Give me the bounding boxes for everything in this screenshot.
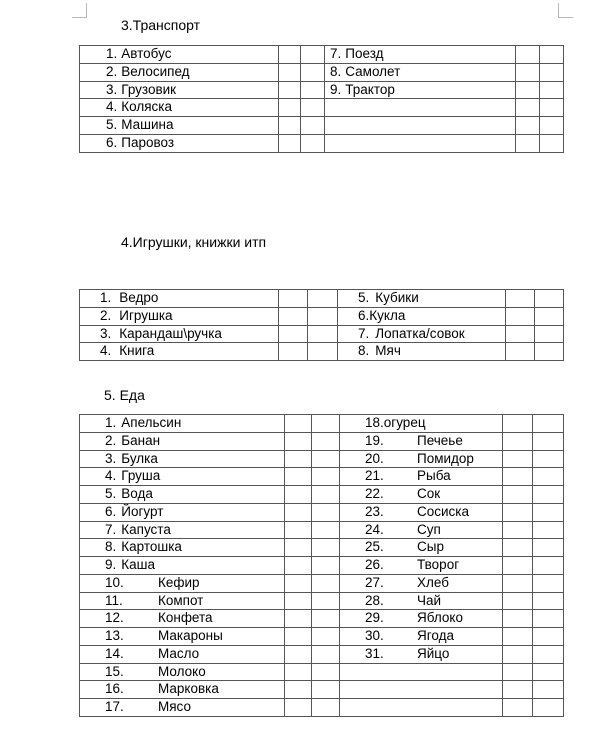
food-mark-cell [312,539,340,557]
food-item-left-11 [80,592,285,610]
food-item-left-17 [80,699,285,717]
item-number: 8. [358,343,370,359]
toys-mark-cell [279,325,308,343]
food-mark-cell [533,610,564,628]
food-mark-cell [533,415,564,433]
item-number: 4. [100,343,112,359]
transport-item-right-2 [325,63,516,81]
food-mark-cell [503,628,533,646]
item-label: Масло [158,645,200,661]
item-label: Игрушка [119,307,173,323]
food-item-left-14 [80,645,285,663]
item-label: Капуста [121,521,171,537]
food-table-row [80,503,564,521]
food-mark-cell [285,539,312,557]
transport-mark-cell [516,81,540,99]
item-number: 29. [365,610,384,626]
food-table-row [80,468,564,486]
transport-mark-cell [301,99,325,117]
transport-mark-cell [516,46,540,64]
toys-mark-cell [308,307,338,325]
food-mark-cell [533,486,564,504]
toys-item-left-2 [80,307,279,325]
food-mark-cell [533,681,564,699]
transport-mark-cell [301,117,325,135]
food-mark-cell [533,521,564,539]
item-number: 6. [105,503,117,519]
food-mark-cell [533,592,564,610]
item-number: 21. [365,468,384,484]
food-mark-cell [503,415,533,433]
food-mark-cell [312,699,340,717]
food-mark-cell [312,432,340,450]
toys-mark-cell [308,343,338,361]
transport-right-empty-cell [325,134,516,152]
item-label: Сыр [417,539,444,555]
item-number: 31. [365,645,384,661]
food-table-row [80,539,564,557]
toys-item-right-4 [338,343,506,361]
transport-item-left-4 [80,99,279,117]
item-number: 4. [105,468,117,484]
item-label: Яйцо [417,645,450,661]
food-right-empty-cell [340,663,503,681]
item-number: 18. [365,415,384,430]
transport-right-empty-cell [325,117,516,135]
item-number: 15. [105,663,124,679]
transport-item-left-2 [80,63,279,81]
page-corner-mark-right [558,3,573,18]
item-label: Компот [158,592,204,608]
toys-table-row [80,307,564,325]
food-mark-cell [312,645,340,663]
food-mark-cell [503,468,533,486]
toys-item-left-1 [80,290,279,308]
item-label: Хлеб [417,574,449,590]
transport-mark-cell [516,99,540,117]
food-mark-cell [285,663,312,681]
food-table-row [80,663,564,681]
transport-table-row [80,117,564,135]
item-number: 5. [106,117,118,133]
food-item-right-14 [340,645,503,663]
item-label: Печеье [417,432,463,448]
transport-mark-cell [516,134,540,152]
food-item-right-11 [340,592,503,610]
item-number: 1. [106,46,118,61]
item-label: Каша [121,557,155,572]
transport-table [79,45,564,153]
item-label: Ведро [119,290,159,305]
food-mark-cell [285,503,312,521]
item-label: Грузовик [121,81,177,97]
transport-mark-cell [279,63,301,81]
food-table-row [80,592,564,610]
food-mark-cell [285,610,312,628]
toys-mark-cell [506,290,535,308]
page-corner-mark-left [72,3,87,18]
item-label: Марковка [158,681,219,697]
item-number: 24. [365,521,384,537]
food-mark-cell [533,432,564,450]
transport-mark-cell [540,117,564,135]
toys-mark-cell [506,307,535,325]
item-label: Книга [119,343,155,359]
transport-mark-cell [540,99,564,117]
item-label: Конфета [158,610,213,626]
toys-table-row [80,290,564,308]
food-mark-cell [312,628,340,646]
food-table-row [80,645,564,663]
item-label: Кукла [369,307,406,323]
food-mark-cell [533,557,564,575]
item-number: 11. [105,592,123,608]
item-label: Мясо [158,699,191,714]
food-item-left-5 [80,486,285,504]
toys-item-left-3 [80,325,279,343]
section-title-transport: 3.Транспорт [121,17,201,33]
item-number: 16. [105,681,124,697]
food-item-left-4 [80,468,285,486]
item-label: Паровоз [121,134,175,150]
transport-mark-cell [540,81,564,99]
toys-item-right-1 [338,290,506,308]
transport-mark-cell [301,63,325,81]
food-table-row [80,557,564,575]
item-label: Апельсин [121,415,182,430]
item-number: 7. [105,521,117,537]
food-mark-cell [285,468,312,486]
food-mark-cell [503,450,533,468]
toys-mark-cell [279,307,308,325]
food-item-right-4 [340,468,503,486]
item-number: 20. [365,450,384,466]
item-label: огурец [383,415,426,430]
item-label: Поезд [345,46,384,61]
food-mark-cell [285,432,312,450]
food-item-right-2 [340,432,503,450]
food-mark-cell [285,521,312,539]
food-item-left-7 [80,521,285,539]
food-item-right-13 [340,628,503,646]
food-item-left-8 [80,539,285,557]
item-label: Помидор [417,450,474,466]
toys-mark-cell [279,343,308,361]
item-label: Машина [121,117,174,133]
food-mark-cell [312,681,340,699]
food-mark-cell [312,415,340,433]
item-label: Кефир [158,574,200,590]
food-mark-cell [503,557,533,575]
item-label: Вода [121,486,153,501]
toys-mark-cell [506,343,535,361]
food-mark-cell [285,415,312,433]
food-mark-cell [285,645,312,663]
food-table-row [80,521,564,539]
toys-mark-cell [308,325,338,343]
food-mark-cell [503,645,533,663]
food-mark-cell [503,663,533,681]
transport-mark-cell [279,99,301,117]
transport-table-row [80,99,564,117]
toys-table-row [80,325,564,343]
food-item-right-10 [340,574,503,592]
item-number: 10. [105,574,124,590]
food-table-row [80,432,564,450]
transport-mark-cell [540,134,564,152]
food-mark-cell [312,610,340,628]
item-number: 1. [105,415,117,430]
food-item-left-3 [80,450,285,468]
food-table-row [80,486,564,504]
item-number: 30. [365,628,384,643]
food-mark-cell [285,450,312,468]
food-mark-cell [503,610,533,628]
toys-item-right-2 [338,307,506,325]
food-mark-cell [503,486,533,504]
section-title-food: 5. Еда [104,387,145,403]
food-item-left-6 [80,503,285,521]
food-mark-cell [503,432,533,450]
food-mark-cell [312,574,340,592]
item-number: 1. [100,290,112,305]
item-number: 5. [358,290,370,305]
item-number: 2. [105,432,117,448]
food-mark-cell [503,592,533,610]
item-number: 19. [365,432,384,448]
transport-right-empty-cell [325,99,516,117]
item-label: Карандаш\ручка [119,325,222,341]
food-mark-cell [285,681,312,699]
item-label: Велосипед [121,63,190,79]
food-mark-cell [312,663,340,681]
item-label: Творог [417,557,460,572]
item-number: 8. [330,63,342,79]
food-mark-cell [285,486,312,504]
item-label: Лопатка/совок [375,325,465,341]
transport-mark-cell [279,134,301,152]
food-mark-cell [503,539,533,557]
section-title-toys: 4.Игрушки, книжки итп [121,234,267,250]
item-label: Автобус [121,46,172,61]
toys-mark-cell [535,325,564,343]
food-mark-cell [503,503,533,521]
food-mark-cell [285,628,312,646]
transport-mark-cell [516,117,540,135]
food-mark-cell [503,681,533,699]
toys-table [79,289,564,361]
food-table-row [80,628,564,646]
toys-mark-cell [535,343,564,361]
item-number: 17. [105,699,124,714]
item-number: 2. [106,63,118,79]
food-mark-cell [312,521,340,539]
item-label: Чай [417,592,442,608]
food-item-left-9 [80,557,285,575]
food-item-left-2 [80,432,285,450]
item-label: Сок [417,486,441,501]
item-number: 3. [105,450,117,466]
item-label: Груша [121,468,161,484]
item-label: Суп [417,521,441,537]
item-label: Сосиска [417,503,470,519]
transport-item-left-5 [80,117,279,135]
food-item-right-8 [340,539,503,557]
item-number: 22. [365,486,384,501]
item-number: 4. [106,99,118,115]
food-table-row [80,681,564,699]
toys-mark-cell [279,290,308,308]
toys-mark-cell [535,307,564,325]
toys-table-row [80,343,564,361]
item-number: 6. [358,307,370,323]
food-mark-cell [503,521,533,539]
transport-item-right-1 [325,46,516,64]
food-item-left-12 [80,610,285,628]
food-item-right-12 [340,610,503,628]
item-number: 6. [106,134,118,150]
transport-table-row [80,63,564,81]
item-number: 8. [105,539,117,555]
item-label: Банан [121,432,161,448]
transport-mark-cell [279,117,301,135]
food-table-row [80,574,564,592]
food-mark-cell [533,503,564,521]
transport-item-left-3 [80,81,279,99]
item-number: 3. [100,325,112,341]
food-table-row [80,699,564,717]
transport-mark-cell [279,81,301,99]
food-mark-cell [533,628,564,646]
transport-item-left-6 [80,134,279,152]
transport-mark-cell [301,46,325,64]
food-table-row [80,415,564,433]
item-label: Самолет [345,63,401,79]
item-number: 23. [365,503,384,519]
food-mark-cell [285,574,312,592]
item-label: Кубики [375,290,419,305]
item-label: Мяч [375,343,401,359]
food-item-right-5 [340,486,503,504]
food-item-right-6 [340,503,503,521]
food-item-right-3 [340,450,503,468]
food-mark-cell [312,503,340,521]
food-item-left-1 [80,415,285,433]
food-mark-cell [312,557,340,575]
item-label: Яблоко [417,610,463,626]
food-table-row [80,610,564,628]
item-label: Трактор [345,81,395,97]
food-mark-cell [533,645,564,663]
transport-table-row [80,81,564,99]
food-mark-cell [533,574,564,592]
food-mark-cell [533,450,564,468]
item-number: 26. [365,557,384,572]
item-label: Макароны [158,628,223,643]
food-mark-cell [503,699,533,717]
item-number: 25. [365,539,384,555]
food-mark-cell [285,699,312,717]
item-label: Ягода [417,628,454,643]
toys-item-left-4 [80,343,279,361]
item-label: Молоко [158,663,206,679]
item-number: 13. [105,628,124,643]
toys-mark-cell [535,290,564,308]
food-table [79,414,564,717]
item-number: 7. [330,46,342,61]
transport-item-left-1 [80,46,279,64]
food-item-right-1 [340,415,503,433]
food-right-empty-cell [340,681,503,699]
transport-mark-cell [540,46,564,64]
item-label: Коляска [121,99,172,115]
food-mark-cell [533,468,564,486]
item-number: 14. [105,645,124,661]
transport-mark-cell [540,63,564,81]
food-item-left-13 [80,628,285,646]
food-mark-cell [533,699,564,717]
toys-mark-cell [506,325,535,343]
transport-table-row [80,46,564,64]
food-mark-cell [312,468,340,486]
item-number: 9. [330,81,342,97]
food-item-right-9 [340,557,503,575]
item-label: Рыба [417,468,451,484]
food-mark-cell [312,592,340,610]
food-mark-cell [533,663,564,681]
item-label: Булка [121,450,158,466]
item-label: Картошка [121,539,182,555]
transport-mark-cell [516,63,540,81]
item-number: 28. [365,592,384,608]
food-mark-cell [503,574,533,592]
transport-mark-cell [301,81,325,99]
food-item-left-15 [80,663,285,681]
item-number: 3. [106,81,118,97]
food-item-right-7 [340,521,503,539]
transport-mark-cell [301,134,325,152]
food-right-empty-cell [340,699,503,717]
item-number: 5. [105,486,117,501]
item-number: 2. [100,307,112,323]
toys-mark-cell [308,290,338,308]
toys-item-right-3 [338,325,506,343]
food-table-row [80,450,564,468]
item-number: 12. [105,610,124,626]
food-mark-cell [312,486,340,504]
transport-table-row [80,134,564,152]
item-number: 9. [105,557,117,572]
food-item-left-16 [80,681,285,699]
item-number: 7. [358,325,370,341]
transport-mark-cell [279,46,301,64]
food-mark-cell [533,539,564,557]
item-number: 27. [365,574,384,590]
transport-item-right-3 [325,81,516,99]
item-label: Йогурт [121,503,164,519]
food-mark-cell [312,450,340,468]
food-item-left-10 [80,574,285,592]
food-mark-cell [285,557,312,575]
food-mark-cell [285,592,312,610]
